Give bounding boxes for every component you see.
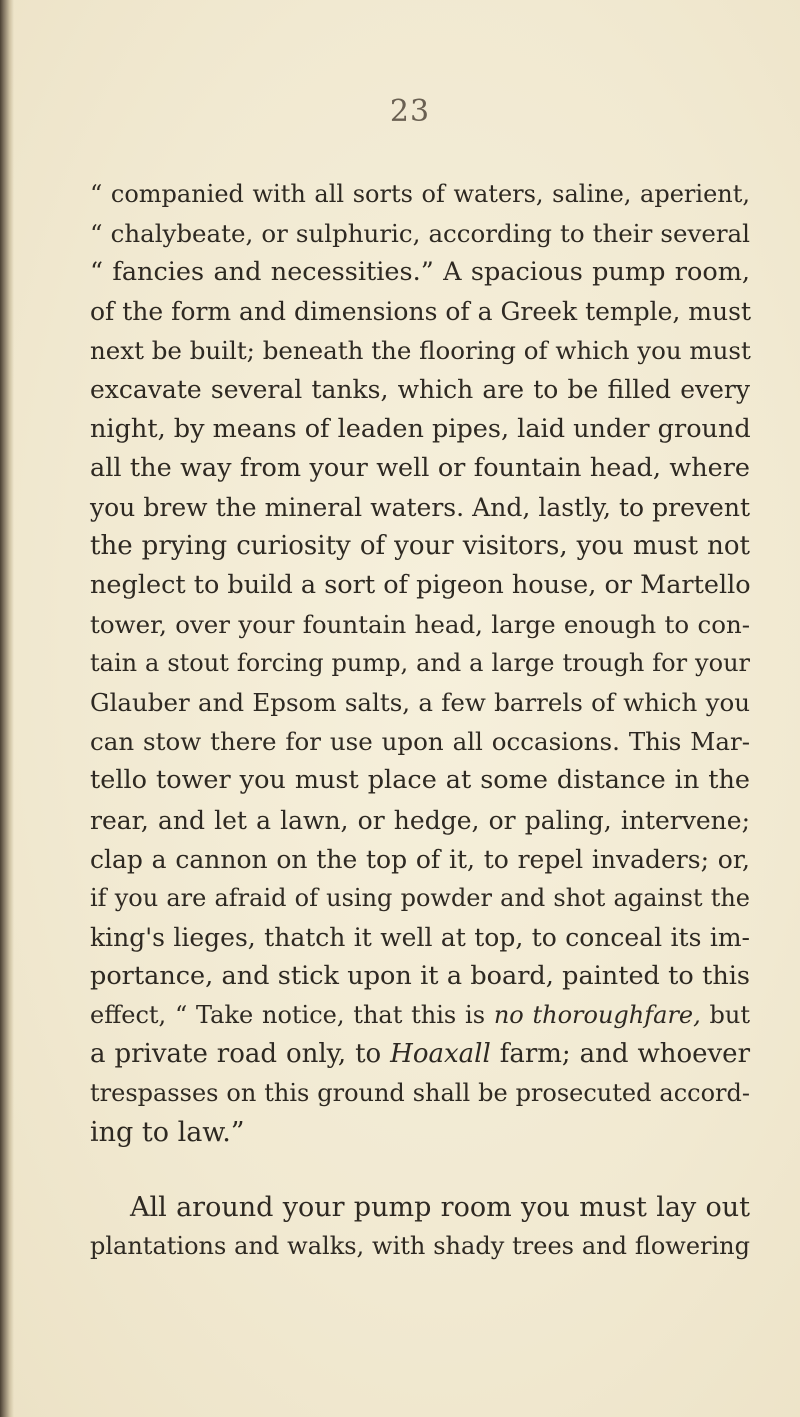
text-line: king's lieges, thatch it well at top, to conceal its im- xyxy=(90,922,750,952)
text-line: can stow there for use upon all occasions. This Mar- xyxy=(90,727,750,757)
text-line: tower, over your fountain head, large enough to con- xyxy=(90,610,750,640)
text-line: tain a stout forcing pump, and a large trough for your xyxy=(90,649,750,678)
text-line: plantations and walks, with shady trees and flowering xyxy=(90,1232,750,1261)
text-line: the prying curiosity of your visitors, you must not xyxy=(90,530,750,561)
text-line: if you are afraid of using powder and shot against the xyxy=(90,883,750,912)
text-segment: a private road only, to xyxy=(90,1039,391,1070)
text-line: next be built; beneath the flooring of which you must xyxy=(90,336,751,366)
text-line: you brew the mineral waters. And, lastly, to prevent xyxy=(90,492,750,522)
text-line: tello tower you must place at some distance in the xyxy=(90,765,750,796)
text-line: night, by means of leaden pipes, laid under ground xyxy=(90,413,751,444)
text-line: excavate several tanks, which are to be filled every xyxy=(90,375,750,405)
text-line: all the way from your well or fountain head, where xyxy=(90,452,750,483)
text-line: “ companied with all sorts of waters, saline, aperient, xyxy=(90,180,750,208)
text-line: of the form and dimensions of a Greek temple, must xyxy=(90,297,751,327)
italic-phrase: no thoroughfare, xyxy=(493,1000,701,1029)
text-segment: farm; and whoever xyxy=(490,1039,750,1070)
body-text xyxy=(90,175,750,1267)
text-segment: effect, “ Take notice, that this is xyxy=(90,1000,494,1029)
text-segment: but xyxy=(700,1000,751,1029)
text-line-with-italic xyxy=(90,996,750,1035)
text-line: trespasses on this ground shall be prosecuted accord- xyxy=(90,1079,750,1108)
page-number: 23 xyxy=(389,94,431,129)
paragraph-gap xyxy=(90,1152,750,1188)
text-line: portance, and stick upon it a board, painted to this xyxy=(90,960,750,991)
text-line: Glauber and Epsom salts, a few barrels of which you xyxy=(90,688,750,718)
text-line: “ fancies and necessities.” A spacious pump room, xyxy=(90,257,750,288)
text-line-with-italic xyxy=(90,1035,750,1074)
text-line-indent: All around your pump room you must lay out xyxy=(130,1192,750,1224)
text-line: neglect to build a sort of pigeon house, or Martello xyxy=(90,569,751,600)
text-line: rear, and let a lawn, or hedge, or paling, intervene; xyxy=(90,805,750,835)
text-line: “ chalybeate, or sulphuric, according to their several xyxy=(90,219,750,249)
italic-name: Hoaxall xyxy=(390,1039,491,1070)
text-line: clap a cannon on the top of it, to repel invaders; or, xyxy=(90,844,750,874)
text-line-last: ing to law.” xyxy=(90,1117,245,1149)
binding-gutter xyxy=(0,0,14,1417)
